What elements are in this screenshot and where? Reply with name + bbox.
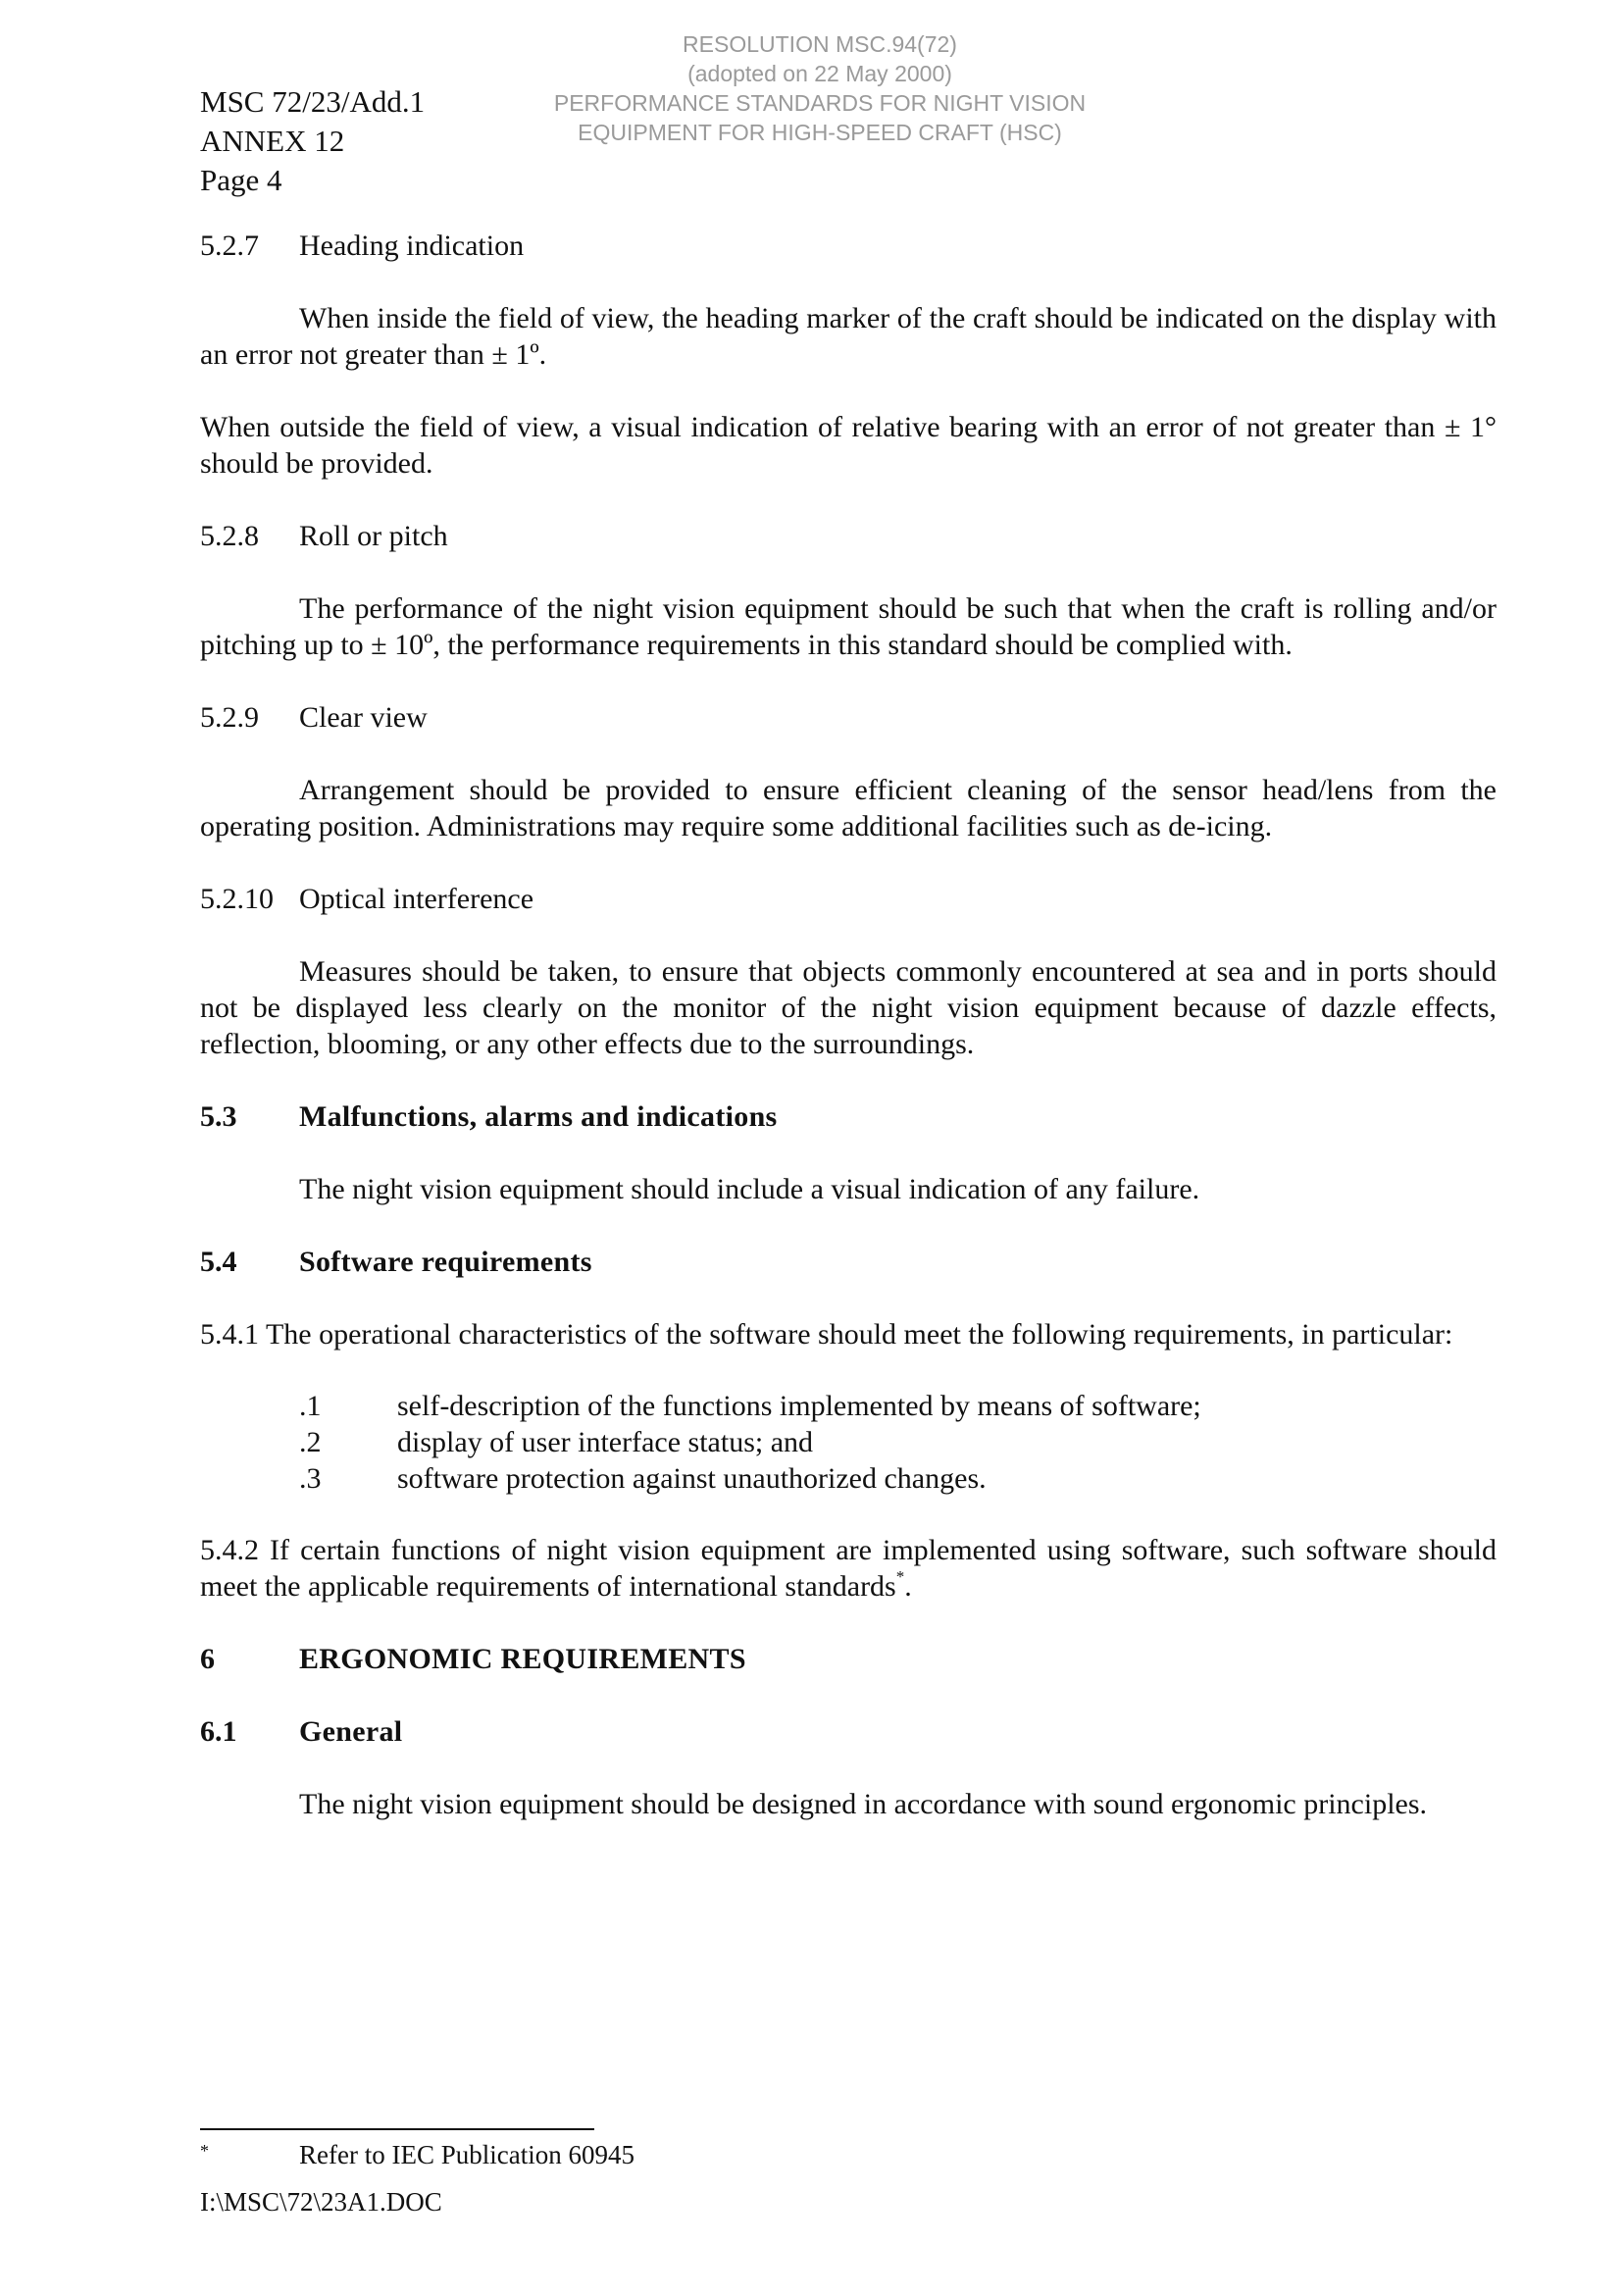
section-heading [200,228,1497,264]
section-heading [200,1098,1497,1135]
section-heading [200,881,1497,917]
section-title: Roll or pitch [299,520,448,552]
list-item [200,1460,1497,1497]
section-title: Malfunctions, alarms and indications [299,1100,778,1133]
footnote-separator [200,2128,594,2130]
section-heading [200,699,1497,736]
section-number: 5.2.8 [200,520,259,552]
paragraph-end: . [904,1570,912,1603]
page-number: Page 4 [200,163,282,197]
footnote-reference[interactable]: * [895,1567,905,1586]
section-number: 6 [200,1643,215,1675]
document-body [200,228,1497,1859]
list-item-text: self-description of the functions implemented by means of software; [397,1390,1201,1422]
paragraph: The performance of the night vision equipment should be such that when the craft is rolling and/or pitching up to ± 10º, the performance requirements in this standard should be complied with. [200,592,1497,661]
list-item-number: .2 [299,1426,322,1458]
section-title: ERGONOMIC REQUIREMENTS [299,1643,746,1675]
paragraph: The night vision equipment should include a visual indication of any failure. [299,1173,1200,1205]
paragraph: When inside the field of view, the heading marker of the craft should be indicated on the display with an error not greater than ± 1º. [200,302,1497,371]
footnote-text: Refer to IEC Publication 60945 [299,2140,634,2169]
section-number: 6.1 [200,1715,237,1748]
section-number: 5.3 [200,1100,237,1133]
list-item-number: .3 [299,1462,322,1495]
section-number: 5.2.7 [200,229,259,262]
section-title: Software requirements [299,1246,592,1278]
paragraph: 5.4.1 The operational characteristics of the software should meet the following requirements, in particular: [200,1318,1453,1351]
section-title: Clear view [299,701,428,734]
watermark-line: (adopted on 22 May 2000) [687,61,952,86]
annex-label: ANNEX 12 [200,124,345,158]
section-heading [200,1713,1497,1750]
section-title: Heading indication [299,229,525,262]
paragraph [200,1532,1497,1605]
paragraph: The night vision equipment should be designed in accordance with sound ergonomic principles. [299,1788,1428,1820]
list-item-text: display of user interface status; and [397,1426,814,1458]
watermark-line: PERFORMANCE STANDARDS FOR NIGHT VISION [553,90,1087,116]
section-number: 5.2.10 [200,883,274,915]
paragraph-text: 5.4.2 If certain functions of night vision equipment are implemented using software, such software should meet the applicable requirements of international standards [200,1534,1497,1603]
watermark-line: RESOLUTION MSC.94(72) [683,31,957,57]
footnote-mark: * [200,2141,209,2161]
document-file-path: I:\MSC\72\23A1.DOC [200,2187,442,2217]
section-heading [200,518,1497,554]
section-title: General [299,1715,403,1748]
paragraph: Arrangement should be provided to ensure efficient cleaning of the sensor head/lens from the operating position. Administrations may require some additional facilities such as de-icing. [200,774,1497,842]
watermark-line: EQUIPMENT FOR HIGH-SPEED CRAFT (HSC) [578,120,1062,145]
list-item-number: .1 [299,1390,322,1422]
section-number: 5.2.9 [200,701,259,734]
list-item [200,1424,1497,1460]
paragraph: Measures should be taken, to ensure that objects commonly encountered at sea and in ports should not be displayed less clearly on the monitor of the night vision equipment because of dazzle effects, reflection, blooming, or any other effects due to the surroundings. [200,955,1497,1060]
document-reference: MSC 72/23/Add.1 [200,84,426,119]
list-item [200,1388,1497,1424]
section-number: 5.4 [200,1246,237,1278]
paragraph: When outside the field of view, a visual indication of relative bearing with an error of not greater than ± 1° should be provided. [200,411,1497,480]
section-title: Optical interference [299,883,534,915]
section-heading [200,1244,1497,1280]
requirements-list [200,1388,1497,1497]
section-heading [200,1641,1497,1677]
resolution-watermark [490,29,1149,147]
list-item-text: software protection against unauthorized changes. [397,1462,987,1495]
page-header [200,82,425,200]
